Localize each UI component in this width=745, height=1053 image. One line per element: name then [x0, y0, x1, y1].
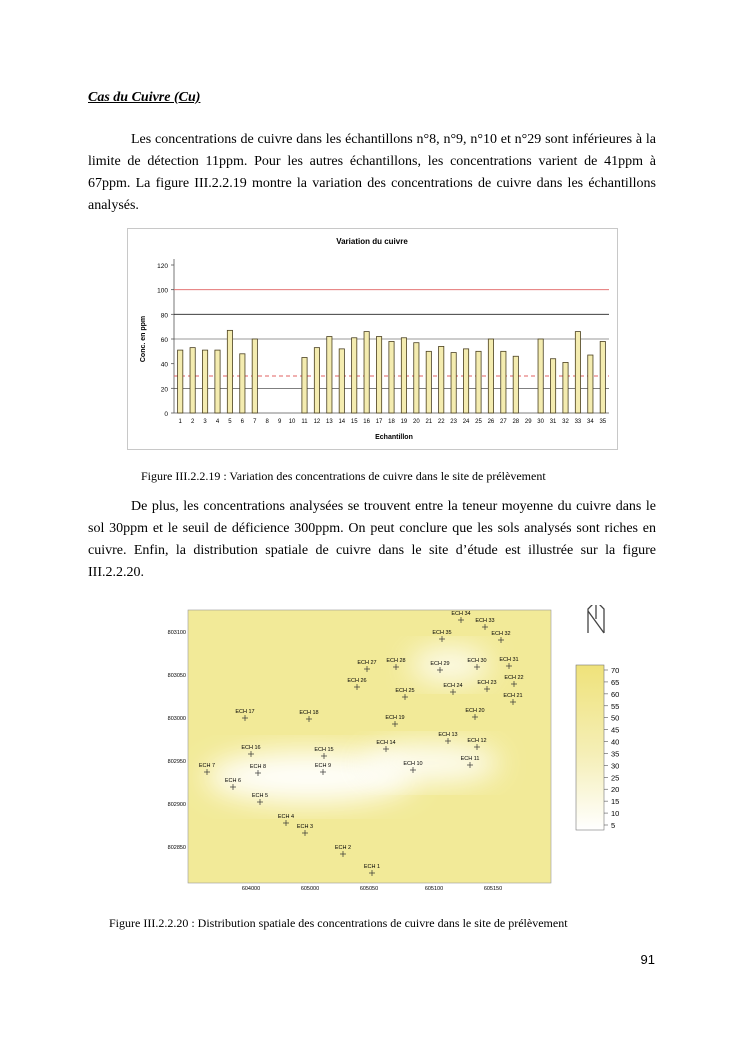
- legend-label: 15: [611, 797, 620, 807]
- sample-label: ECH 31: [499, 657, 519, 663]
- sample-label: ECH 2: [334, 845, 352, 851]
- y-tick-label: 20: [160, 386, 168, 394]
- x-tick-label: 6: [240, 419, 245, 425]
- sample-label: ECH 17: [235, 709, 255, 715]
- map-y-tick-label: 803050: [167, 673, 186, 679]
- legend-label: 45: [611, 725, 620, 735]
- map-y-tick-label: 803000: [167, 716, 186, 722]
- sample-label: ECH 22: [504, 675, 524, 681]
- bar-18: [389, 341, 394, 413]
- bar-15: [352, 338, 357, 413]
- sample-label: ECH 32: [491, 631, 511, 637]
- x-tick-label: 7: [253, 419, 257, 425]
- bar-20: [414, 343, 419, 413]
- x-tick-label: 4: [215, 419, 220, 425]
- x-tick-label: 31: [549, 419, 557, 425]
- figure-caption-19: Figure III.2.2.19 : Variation des concentrations de cuivre dans le site de prélèvement: [141, 469, 546, 483]
- sample-label: ECH 12: [467, 738, 487, 744]
- sample-label: ECH 34: [451, 611, 471, 617]
- legend-label: 60: [611, 689, 620, 699]
- legend-label: 30: [611, 761, 620, 771]
- sample-label: ECH 7: [198, 763, 216, 769]
- sample-label: ECH 25: [395, 688, 415, 694]
- bar-16: [364, 332, 369, 413]
- x-tick-label: 5: [228, 419, 232, 425]
- legend-label: 40: [611, 737, 620, 747]
- bar-12: [314, 348, 319, 413]
- map-x-tick-label: 605000: [300, 886, 320, 892]
- sample-label: ECH 3: [296, 824, 314, 830]
- sample-label: ECH 13: [438, 732, 458, 738]
- sample-label: ECH 33: [475, 618, 495, 624]
- bar-1: [178, 350, 183, 413]
- sample-label: ECH 30: [467, 658, 487, 664]
- x-tick-label: 2: [190, 419, 195, 425]
- x-tick-label: 11: [301, 419, 308, 425]
- x-tick-label: 15: [350, 419, 358, 425]
- legend-label: 10: [611, 809, 620, 819]
- x-tick-label: 1: [178, 419, 182, 425]
- bar-11: [302, 358, 307, 414]
- bar-4: [215, 350, 220, 413]
- x-tick-label: 26: [487, 419, 495, 425]
- bar-22: [439, 346, 444, 413]
- y-tick-label: 40: [160, 361, 168, 369]
- figure-caption-20: Figure III.2.2.20 : Distribution spatiale des concentrations de cuivre dans le site de prélèvement: [109, 916, 568, 930]
- sample-label: ECH 8: [249, 764, 267, 770]
- bar-17: [376, 337, 381, 413]
- bar-24: [463, 349, 468, 413]
- copper-spatial-map: [150, 605, 630, 900]
- x-tick-label: 22: [437, 419, 445, 425]
- sample-label: ECH 26: [347, 678, 367, 684]
- y-tick-label: 100: [157, 287, 168, 295]
- sample-label: ECH 19: [385, 715, 405, 721]
- section-title: Cas du Cuivre (Cu): [88, 90, 201, 105]
- map-y-tick-label: 802950: [167, 759, 186, 765]
- y-tick-label: 120: [157, 263, 168, 270]
- map-y-tick-label: 803100: [167, 630, 186, 636]
- y-tick-label: 0: [164, 411, 168, 418]
- x-tick-label: 20: [413, 419, 420, 425]
- low-concentration-zone: [410, 647, 490, 683]
- bar-21: [426, 351, 431, 413]
- bar-28: [513, 356, 518, 413]
- x-tick-label: 21: [425, 419, 433, 425]
- bar-32: [563, 362, 568, 413]
- bar-6: [240, 354, 245, 413]
- sample-label: ECH 14: [376, 740, 396, 746]
- bar-34: [588, 355, 593, 413]
- sample-label: ECH 15: [314, 747, 334, 753]
- chart-title: Variation du cuivre: [336, 237, 408, 246]
- sample-label: ECH 11: [460, 756, 480, 762]
- sample-label: ECH 1: [363, 864, 381, 870]
- legend-label: 5: [611, 821, 616, 830]
- bar-2: [190, 348, 195, 413]
- x-tick-label: 35: [599, 419, 607, 425]
- map-y-tick-label: 802900: [167, 802, 186, 808]
- bar-30: [538, 339, 543, 413]
- y-tick-label: 60: [160, 337, 168, 344]
- north-arrow-icon: [588, 605, 604, 633]
- sample-label: ECH 24: [443, 683, 463, 689]
- sample-label: ECH 27: [357, 660, 377, 666]
- map-x-tick-label: 605150: [483, 886, 503, 892]
- legend-label: 20: [611, 785, 620, 795]
- bar-13: [327, 337, 332, 413]
- x-tick-label: 3: [203, 419, 207, 425]
- y-tick-label: 80: [160, 312, 168, 320]
- x-tick-label: 30: [537, 419, 544, 425]
- x-tick-label: 9: [277, 419, 282, 425]
- x-tick-label: 27: [500, 419, 507, 425]
- x-tick-label: 23: [450, 419, 457, 425]
- bar-23: [451, 353, 456, 413]
- sample-label: ECH 9: [314, 763, 332, 769]
- sample-label: ECH 20: [465, 708, 485, 714]
- x-tick-label: 25: [475, 419, 482, 425]
- sample-label: ECH 29: [430, 661, 450, 667]
- bar-33: [575, 332, 580, 413]
- x-tick-label: 29: [524, 419, 532, 425]
- legend-label: 35: [611, 749, 620, 759]
- copper-bar-chart: [127, 228, 618, 450]
- bar-35: [600, 341, 605, 413]
- x-tick-label: 28: [512, 419, 520, 425]
- bar-14: [339, 349, 344, 413]
- x-tick-label: 18: [388, 419, 395, 425]
- bar-chart-svg: [128, 229, 617, 449]
- x-tick-label: 8: [265, 419, 269, 425]
- bar-5: [227, 330, 232, 413]
- legend-label: 25: [611, 773, 620, 783]
- map-x-tick-label: 605050: [359, 886, 379, 892]
- sample-label: ECH 4: [277, 814, 295, 820]
- map-svg: [150, 605, 630, 900]
- sample-label: ECH 16: [241, 745, 261, 751]
- x-tick-label: 17: [375, 419, 383, 425]
- sample-label: ECH 5: [251, 793, 269, 799]
- sample-label: ECH 10: [403, 761, 423, 767]
- low-concentration-zone: [360, 743, 500, 783]
- sample-label: ECH 21: [503, 693, 523, 699]
- x-tick-label: 33: [574, 419, 582, 425]
- map-y-tick-label: 802850: [167, 845, 186, 851]
- legend-label: 50: [611, 713, 620, 723]
- legend-label: 55: [611, 701, 620, 711]
- bar-31: [550, 359, 555, 413]
- x-tick-label: 24: [462, 419, 470, 425]
- bar-7: [252, 339, 257, 413]
- sample-label: ECH 28: [386, 658, 406, 664]
- sample-label: ECH 18: [299, 710, 319, 716]
- bar-25: [476, 351, 481, 413]
- map-x-tick-label: 605100: [424, 886, 444, 892]
- x-tick-label: 32: [562, 419, 569, 425]
- x-tick-label: 34: [587, 419, 594, 425]
- x-tick-label: 12: [313, 419, 321, 425]
- page-number: 91: [640, 952, 655, 967]
- x-tick-label: 14: [338, 419, 346, 425]
- bar-19: [401, 338, 406, 413]
- x-tick-label: 16: [363, 419, 370, 425]
- bar-3: [202, 350, 207, 413]
- sample-label: ECH 23: [477, 680, 497, 686]
- map-x-tick-label: 604000: [241, 886, 261, 892]
- y-axis-label: Conc. en ppm: [140, 315, 147, 363]
- legend-color-bar: [576, 665, 604, 830]
- sample-label: ECH 6: [224, 778, 242, 784]
- sample-label: ECH 35: [432, 630, 452, 636]
- x-tick-label: 10: [288, 419, 296, 425]
- x-axis-label: Echantillon: [375, 434, 413, 441]
- legend-label: 70: [611, 666, 620, 675]
- bar-26: [488, 339, 493, 413]
- x-tick-label: 19: [400, 419, 408, 425]
- bar-27: [501, 351, 506, 413]
- paragraph-copper-concentrations: Les concentrations de cuivre dans les échantillons n°8, n°9, n°10 et n°29 sont inférieures à la limite de détection 11ppm. Pour les autres échantillons, les concentrations varient de 41ppm à 67ppm. La figure III.2.2.19 montre la variation des concentrations de cuivre dans les échantillons analysés.: [88, 132, 656, 213]
- paragraph-spatial-distribution: De plus, les concentrations analysées se trouvent entre la teneur moyenne du cuivre dans le sol 30ppm et le seuil de déficience 300ppm. On peut conclure que les sols analysés sont riches en cuivre. Enfin, la distribution spatiale de cuivre dans le site d’étude est illustrée sur la figure III.2.2.20.: [88, 499, 656, 580]
- legend-label: 65: [611, 677, 620, 687]
- x-tick-label: 13: [326, 419, 333, 425]
